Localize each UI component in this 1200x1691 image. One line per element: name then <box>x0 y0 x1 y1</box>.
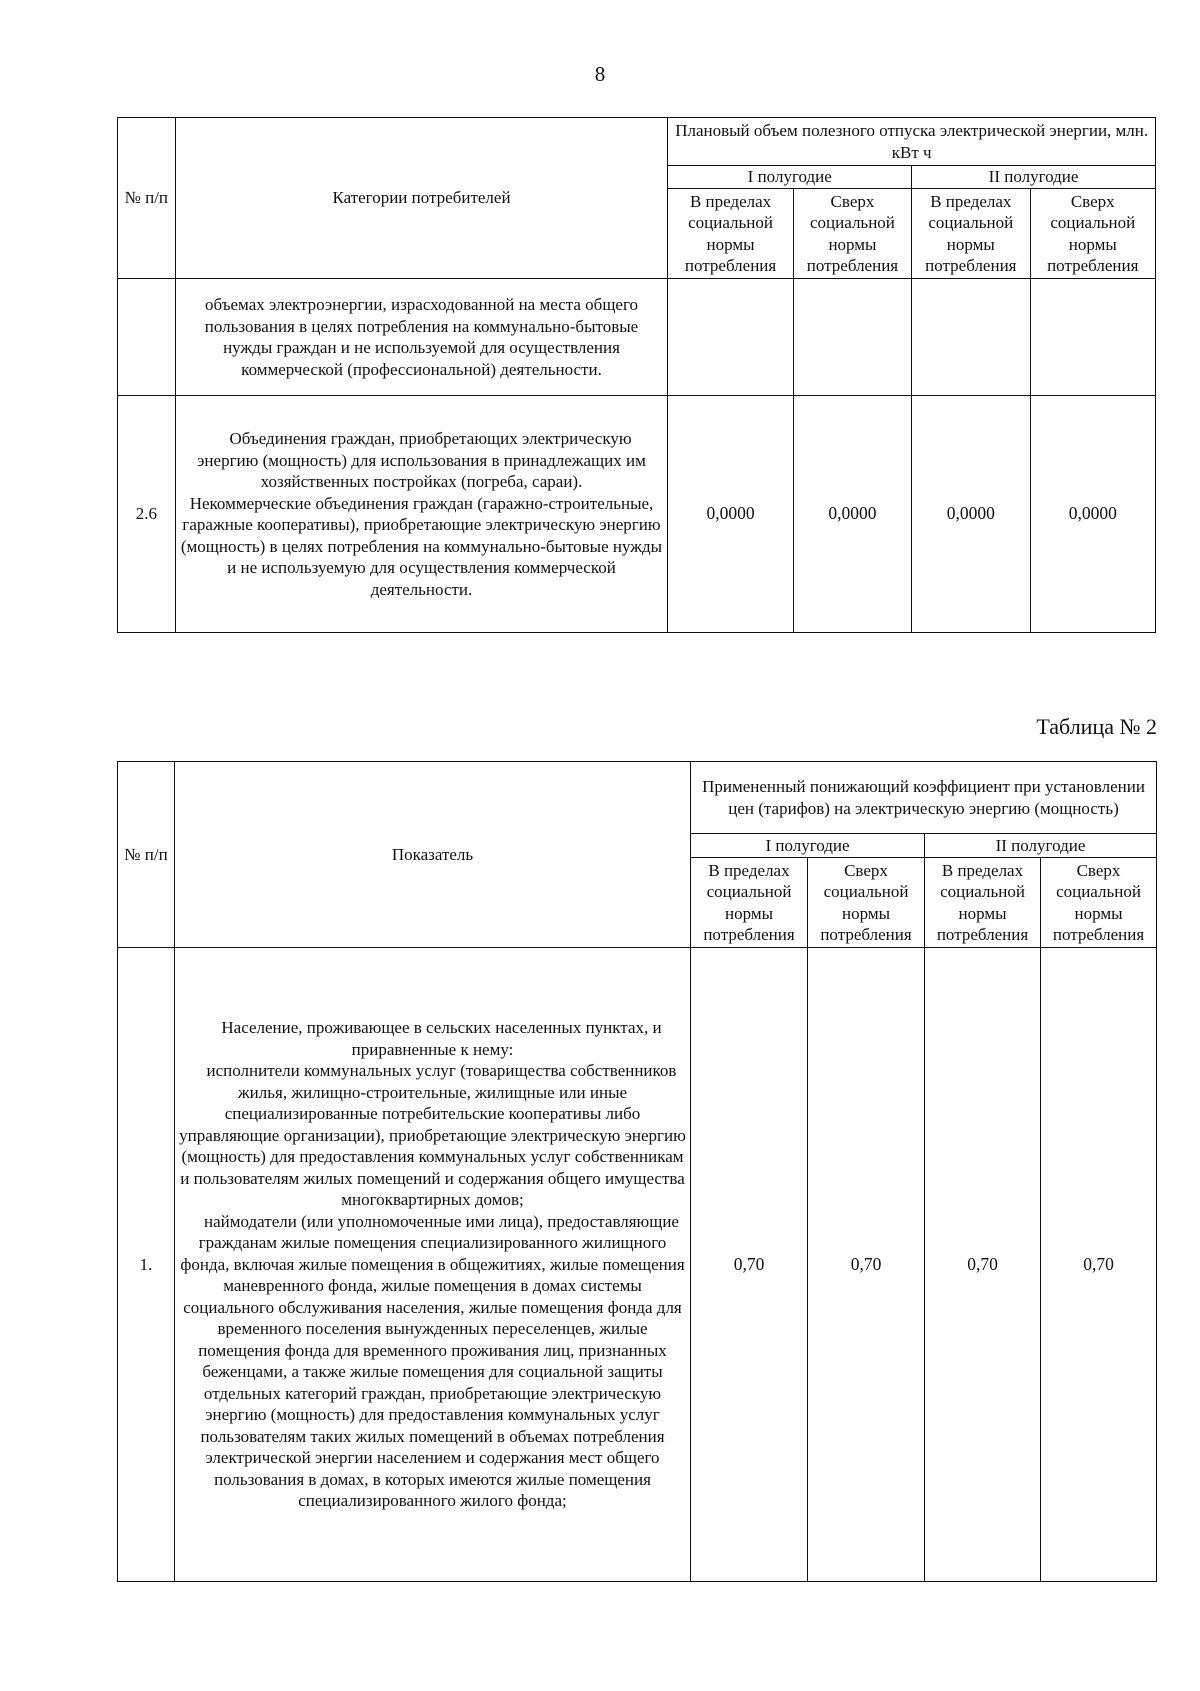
header-within-norm-1: В пределах социальной нормы потребления <box>668 189 793 279</box>
row-description: Население, проживающее в сельских населенных пунктах, и приравненные к нему: исполнители коммунальных услуг (товарищества собственников жилья, жилищно-строительные, жилищные или иные специализированные потребительские кооперативы либо управляющие организации), приобретающие электрическую энергию (мощность) для предоставления коммунальных услуг собственникам и пользователям жилых помещений и содержания общего имущества многоквартирных домов; наймодатели (или уполномоченные ими лица), предоставляющие гражданам жилые помещения специализированного жилищного фонда, включая жилые помещения в общежитиях, жилые помещения маневренного фонда, жилые помещения в домах системы социального обслуживания населения, жилые помещения фонда для временного поселения вынужденных переселенцев, жилые помещения фонда для временного проживания лиц, признанных беженцами, а также жилые помещения для социальной защиты отдельных категорий граждан, приобретающие электрическую энергию (мощность) для предоставления коммунальных услуг пользователям таких жилых помещений в объемах потребления электрической энергии населением и содержания мест общего пользования в домах, в которых имеются жилые помещения специализированного жилого фонда; <box>175 948 691 1582</box>
header-half2: II полугодие <box>925 834 1157 858</box>
header-above-norm-2: Сверх социальной нормы потребления <box>1041 858 1157 948</box>
row-description: объемах электроэнергии, израсходованной на места общего пользования в целях потребления на коммунально-бытовые нужды граждан и не используемой для осуществления коммерческой (профессиональной) деятельности. <box>175 279 668 396</box>
header-within-norm-2: В пределах социальной нормы потребления <box>925 858 1041 948</box>
header-num: № п/п <box>118 762 175 948</box>
value-cell: 0,70 <box>808 948 925 1582</box>
row-description: Объединения граждан, приобретающих электрическую энергию (мощность) для использования в принадлежащих им хозяйственных постройках (погреба, сараи). Некоммерческие объединения граждан (гаражно-строительные, гаражные кооперативы), приобретающие электрическую энергию (мощность) в целях потребления на коммунально-бытовые нужды и не используемую для осуществления коммерческой деятельности. <box>175 396 668 633</box>
header-group: Плановый объем полезного отпуска электрической энергии, млн. кВт ч <box>668 118 1156 166</box>
table2-title: Таблица № 2 <box>1036 714 1157 739</box>
header-half1: I полугодие <box>691 834 925 858</box>
row-num: 1. <box>118 948 175 1582</box>
value-cell: 0,0000 <box>793 396 911 633</box>
value-cell <box>1030 279 1156 396</box>
table-row <box>118 279 1156 396</box>
page-number: 8 <box>594 62 606 86</box>
header-half1: I полугодие <box>668 166 912 189</box>
header-within-norm-2: В пределах социальной нормы потребления <box>912 189 1030 279</box>
reduction-coefficient-table <box>117 761 1157 1582</box>
row-num <box>118 279 176 396</box>
table-row <box>118 396 1156 633</box>
value-cell: 0,0000 <box>1030 396 1156 633</box>
header-above-norm-1: Сверх социальной нормы потребления <box>793 189 911 279</box>
header-above-norm-2: Сверх социальной нормы потребления <box>1030 189 1156 279</box>
header-num: № п/п <box>118 118 176 279</box>
value-cell <box>793 279 911 396</box>
header-above-norm-1: Сверх социальной нормы потребления <box>808 858 925 948</box>
table-row <box>118 948 1157 1582</box>
header-indicator: Показатель <box>175 762 691 948</box>
header-within-norm-1: В пределах социальной нормы потребления <box>691 858 808 948</box>
header-group: Примененный понижающий коэффициент при установлении цен (тарифов) на электрическую энергию (мощность) <box>691 762 1157 834</box>
value-cell: 0,0000 <box>912 396 1030 633</box>
value-cell <box>912 279 1030 396</box>
value-cell: 0,70 <box>1041 948 1157 1582</box>
header-half2: II полугодие <box>912 166 1156 189</box>
value-cell: 0,70 <box>925 948 1041 1582</box>
value-cell <box>668 279 793 396</box>
row-num: 2.6 <box>118 396 176 633</box>
planned-volume-table <box>117 117 1156 633</box>
header-category: Категории потребителей <box>175 118 668 279</box>
value-cell: 0,70 <box>691 948 808 1582</box>
value-cell: 0,0000 <box>668 396 793 633</box>
